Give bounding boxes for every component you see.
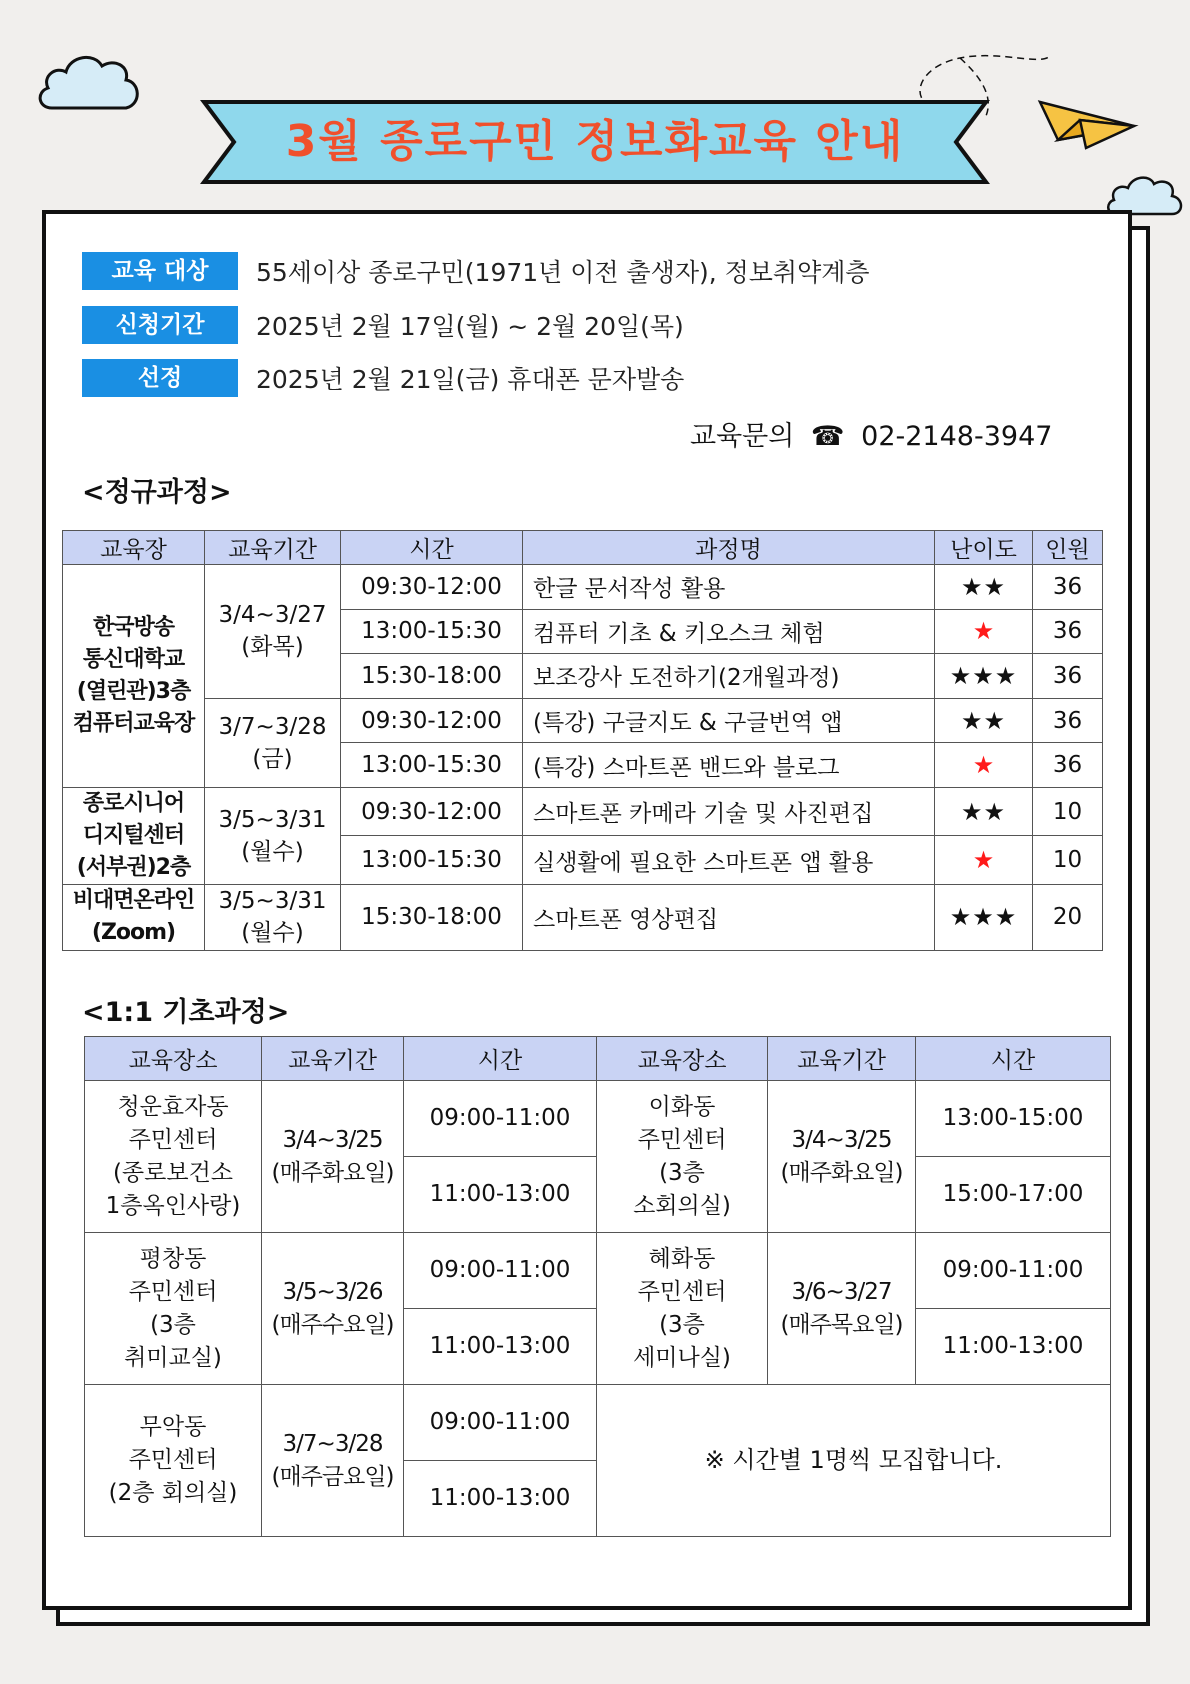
info-target [82,252,870,290]
time-cell: 15:00-17:00 [916,1157,1111,1233]
difficulty-stars: ★★★ [935,654,1033,699]
table-row [63,884,1103,950]
time-cell: 11:00-13:00 [404,1461,597,1537]
time-cell: 09:30-12:00 [341,565,523,610]
cloud-icon [34,46,146,116]
capacity-cell: 36 [1033,654,1103,699]
column-header: 과정명 [523,531,935,565]
info-application-period [82,306,684,344]
table-row [85,1081,1111,1157]
time-cell: 13:00-15:30 [341,743,523,788]
time-cell: 09:00-11:00 [404,1081,597,1157]
place-cell: 혜화동 주민센터 (3층 세미나실) [597,1233,768,1385]
info-label: 선정 [82,359,238,397]
difficulty-stars: ★ [935,609,1033,654]
time-cell: 09:30-12:00 [341,787,523,836]
time-cell: 09:00-11:00 [916,1233,1111,1309]
difficulty-stars: ★★ [935,565,1033,610]
page-title: 3월 종로구민 정보화교육 안내 [285,116,905,167]
difficulty-stars: ★★ [935,698,1033,743]
column-header: 교육기간 [768,1037,916,1081]
regular-course-table [62,530,1103,951]
info-value: 2025년 2월 17일(월) ~ 2월 20일(목) [256,312,684,341]
place-cell: 이화동 주민센터 (3층 소회의실) [597,1081,768,1233]
info-label: 신청기간 [82,306,238,344]
period-cell: 3/7~3/28 (금) [205,698,341,787]
info-label: 교육 대상 [82,252,238,290]
capacity-cell: 10 [1033,787,1103,836]
period-cell: 3/6~3/27 (매주목요일) [768,1233,916,1385]
course-cell: (특강) 스마트폰 밴드와 블로그 [523,743,935,788]
place-cell: 청운효자동 주민센터 (종로보건소 1층옥인사랑) [85,1081,262,1233]
table-row [85,1233,1111,1309]
place-cell: 평창동 주민센터 (3층 취미교실) [85,1233,262,1385]
time-cell: 13:00-15:00 [916,1081,1111,1157]
course-cell: 한글 문서작성 활용 [523,565,935,610]
contact-line [690,414,1052,453]
column-header: 교육기간 [262,1037,404,1081]
column-header: 인원 [1033,531,1103,565]
time-cell: 09:30-12:00 [341,698,523,743]
table-row [63,787,1103,836]
place-cell: 무악동 주민센터 (2층 회의실) [85,1385,262,1537]
time-cell: 15:30-18:00 [341,884,523,950]
place-cell: 한국방송 통신대학교 (열린관)3층 컴퓨터교육장 [63,565,205,788]
regular-section-title: <정규과정> [82,477,232,508]
capacity-cell: 10 [1033,836,1103,885]
column-header: 시간 [916,1037,1111,1081]
capacity-cell: 20 [1033,884,1103,950]
table-header-row [85,1037,1111,1081]
info-value: 55세이상 종로구민(1971년 이전 출생자), 정보취약계층 [256,258,870,287]
period-cell: 3/4~3/27 (화목) [205,565,341,699]
recruit-note: ※ 시간별 1명씩 모집합니다. [597,1385,1111,1537]
period-cell: 3/5~3/31 (월수) [205,884,341,950]
place-cell: 종로시니어 디지털센터 (서부권)2층 [63,787,205,884]
column-header: 난이도 [935,531,1033,565]
column-header: 시간 [341,531,523,565]
time-cell: 13:00-15:30 [341,836,523,885]
course-cell: 스마트폰 카메라 기술 및 사진편집 [523,787,935,836]
place-cell: 비대면온라인 (Zoom) [63,884,205,950]
table-row [63,698,1103,743]
time-cell: 15:30-18:00 [341,654,523,699]
column-header: 시간 [404,1037,597,1081]
difficulty-stars: ★ [935,836,1033,885]
contact-label: 교육문의 [690,421,795,452]
capacity-cell: 36 [1033,565,1103,610]
period-cell: 3/7~3/28 (매주금요일) [262,1385,404,1537]
time-cell: 11:00-13:00 [916,1309,1111,1385]
period-cell: 3/4~3/25 (매주화요일) [768,1081,916,1233]
info-value: 2025년 2월 21일(금) 휴대폰 문자발송 [256,365,685,394]
contact-phone[interactable]: 02-2148-3947 [861,421,1053,452]
difficulty-stars: ★ [935,743,1033,788]
time-cell: 11:00-13:00 [404,1157,597,1233]
time-cell: 11:00-13:00 [404,1309,597,1385]
course-cell: 실생활에 필요한 스마트폰 앱 활용 [523,836,935,885]
period-cell: 3/4~3/25 (매주화요일) [262,1081,404,1233]
basic-section-title: <1:1 기초과정> [82,997,290,1028]
time-cell: 09:00-11:00 [404,1385,597,1461]
course-cell: (특강) 구글지도 & 구글번역 앱 [523,698,935,743]
difficulty-stars: ★★ [935,787,1033,836]
time-cell: 09:00-11:00 [404,1233,597,1309]
table-row [85,1385,1111,1461]
period-cell: 3/5~3/26 (매주수요일) [262,1233,404,1385]
time-cell: 13:00-15:30 [341,609,523,654]
info-selection [82,359,684,397]
column-header: 교육기간 [205,531,341,565]
course-cell: 보조강사 도전하기(2개월과정) [523,654,935,699]
capacity-cell: 36 [1033,698,1103,743]
table-header-row [63,531,1103,565]
difficulty-stars: ★★★ [935,884,1033,950]
capacity-cell: 36 [1033,609,1103,654]
capacity-cell: 36 [1033,743,1103,788]
period-cell: 3/5~3/31 (월수) [205,787,341,884]
table-row [63,565,1103,610]
column-header: 교육장소 [597,1037,768,1081]
title-banner [200,98,990,186]
column-header: 교육장소 [85,1037,262,1081]
course-cell: 스마트폰 영상편집 [523,884,935,950]
column-header: 교육장 [63,531,205,565]
basic-course-table [84,1036,1111,1537]
phone-icon: ☎ [810,421,845,452]
course-cell: 컴퓨터 기초 & 키오스크 체험 [523,609,935,654]
